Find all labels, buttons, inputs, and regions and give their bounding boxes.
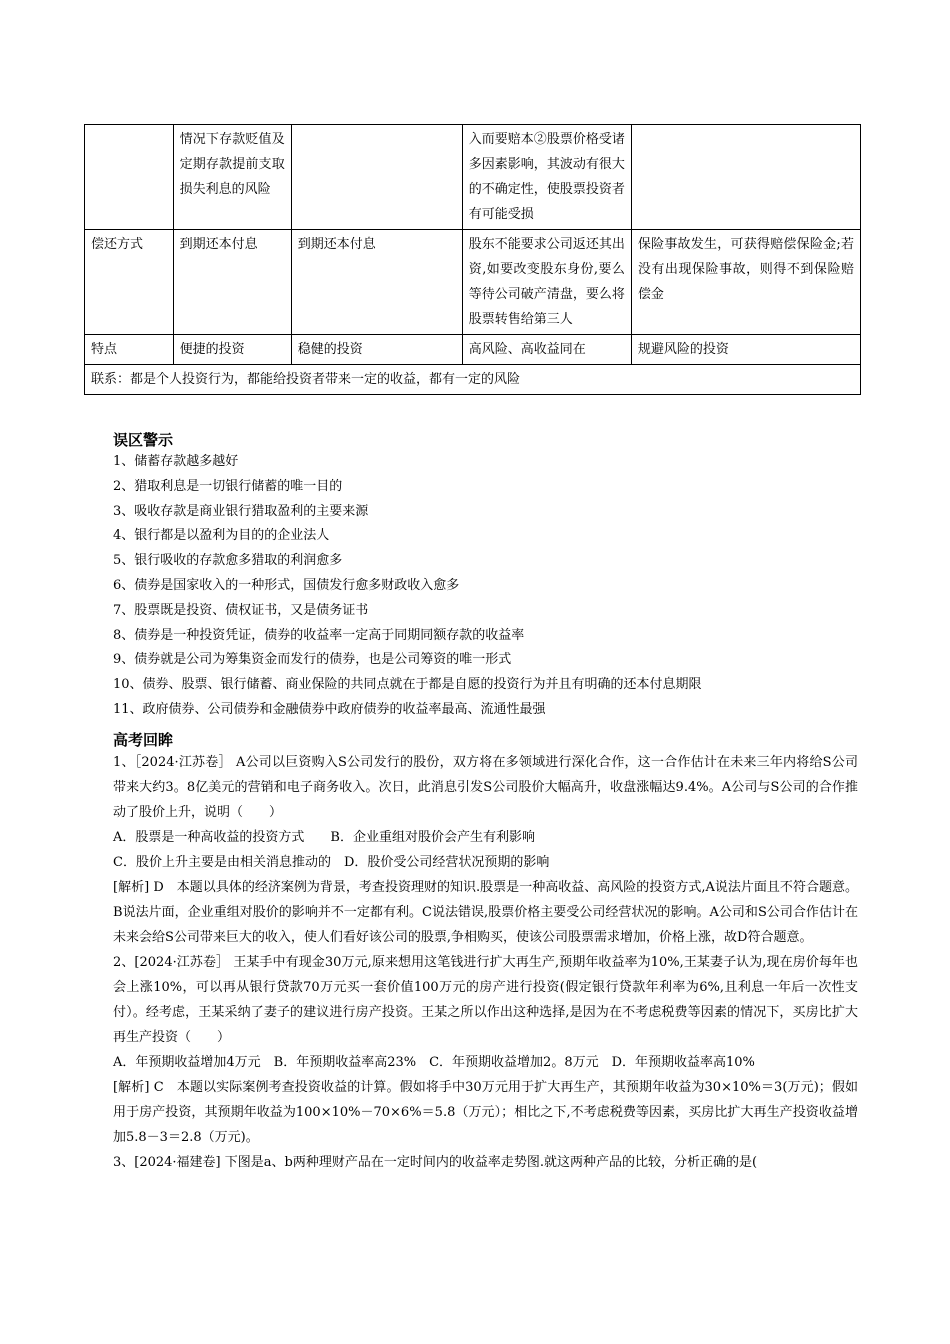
question-1-analysis: [解析] D 本题以具体的经济案例为背景，考查投资理财的知识.股票是一种高收益、高风险的投资方式,A说法片面且不符合题意。B说法片面，企业重组对股价的影响并不一定都有利。C说法错误,股票价格主要受公司经营状况的影响。A公司和S公司合作估计在未来会给S公司带来巨大的收入，使人们看好该公司的股票,争相购买，使该公司股票需求增加，价格上涨，故D符合题意。	[113, 880, 858, 945]
row-header-repayment: 偿还方式	[85, 230, 174, 335]
table-cell: 保险事故发生，可获得赔偿保险金;若没有出现保险事故，则得不到保险赔偿金	[631, 230, 860, 335]
table-cell: 到期还本付息	[291, 230, 462, 335]
table-cell: 情况下存款贬值及定期存款提前支取损失利息的风险	[173, 125, 291, 230]
list-item: 7、股票既是投资、债权证书，又是债务证书	[113, 602, 369, 618]
table-cell: 规避风险的投资	[631, 335, 860, 365]
table-row	[85, 125, 861, 230]
list-item: 5、银行吸收的存款愈多猎取的利润愈多	[113, 553, 343, 569]
warning-list	[113, 450, 858, 723]
question-1-options-cd: C．股价上升主要是由相关消息推动的 D．股价受公司经营状况预期的影响	[113, 855, 550, 870]
table-cell: 入而要赔本②股票价格受诸多因素影响，其波动有很大的不确定性，使股票投资者有可能受损	[462, 125, 631, 230]
table-cell	[291, 125, 462, 230]
question-2-analysis: [解析] C 本题以实际案例考查投资收益的计算。假如将手中30万元用于扩大再生产，其预期年收益为30×10%＝3(万元)；假如用于房产投资，其预期年收益为100×10%－70×6%＝5.8（万元）；相比之下,不考虑税费等因素，买房比扩大再生产投资收益增加5.8－3＝2.8（万元)。	[113, 1080, 858, 1145]
table-cell: 高风险、高收益同在	[462, 335, 631, 365]
question-2-options: A．年预期收益增加4万元 B．年预期收益率高23% C．年预期收益增加2。8万元 D．年预期收益率高10%	[113, 1055, 755, 1070]
warning-section	[113, 430, 858, 723]
list-item: 8、债券是一种投资凭证，债券的收益率一定高于同期同额存款的收益率	[113, 627, 525, 643]
list-item: 3、吸收存款是商业银行猎取盈利的主要来源	[113, 503, 369, 519]
table-cell	[631, 125, 860, 230]
table-summary-row: 联系：都是个人投资行为，都能给投资者带来一定的收益，都有一定的风险	[85, 365, 861, 395]
question-1-options-ab: A．股票是一种高收益的投资方式 B．企业重组对股价会产生有利影响	[113, 830, 535, 845]
question-3-stem: 3、[2024·福建卷] 下图是a、b两种理财产品在一定时间内的收益率走势图.就这两种产品的比较，分析正确的是(	[113, 1155, 758, 1170]
table-cell: 稳健的投资	[291, 335, 462, 365]
row-header-features: 特点	[85, 335, 174, 365]
question-2-stem: 2、[2024·江苏卷］ 王某手中有现金30万元,原来想用这笔钱进行扩大再生产,预期年收益率为10%,王某妻子认为,现在房价每年也会上涨10%，可以再从银行贷款70万元买一套价值100万元的房产进行投资(假定银行贷款年利率为6%,且利息一年后一次性支付）。经考虑，王某采纳了妻子的建议进行房产投资。王某之所以作出这种选择,是因为在不考虑税费等因素的情况下，买房比扩大再生产投资（ ）	[113, 955, 858, 1045]
list-item: 4、银行都是以盈利为目的的企业法人	[113, 528, 330, 544]
exam-questions	[113, 750, 858, 1175]
table-cell	[85, 125, 174, 230]
list-item: 6、债券是国家收入的一种形式，国债发行愈多财政收入愈多	[113, 577, 460, 593]
table-cell: 股东不能要求公司返还其出资,如要改变股东身份,要么等待公司破产清盘，要么将股票转售给第三人	[462, 230, 631, 335]
exam-section	[113, 730, 858, 1175]
list-item: 9、债券就是公司为筹集资金而发行的债券，也是公司筹资的唯一形式	[113, 652, 512, 668]
section-title-exam: 高考回眸	[113, 731, 174, 749]
table-row	[85, 335, 861, 365]
table-row	[85, 365, 861, 395]
list-item: 11、政府债券、公司债券和金融债券中政府债券的收益率最高、流通性最强	[113, 701, 546, 717]
table-cell: 便捷的投资	[173, 335, 291, 365]
question-1-stem: 1、［2024·江苏卷］ A公司以巨资购入S公司发行的股份，双方将在多领域进行深化合作，这一合作估计在未来三年内将给S公司带来大约3。8亿美元的营销和电子商务收入。次日，此消息引发S公司股价大幅高升，收盘涨幅达9.4%。A公司与S公司的合作推动了股价上升，说明（ ）	[113, 755, 858, 820]
comparison-table	[84, 124, 861, 395]
section-title-warnings: 误区警示	[113, 431, 174, 449]
table-cell: 到期还本付息	[173, 230, 291, 335]
table-row	[85, 230, 861, 335]
list-item: 2、猎取利息是一切银行储蓄的唯一目的	[113, 478, 343, 494]
list-item: 1、储蓄存款越多越好	[113, 454, 239, 469]
list-item: 10、债券、股票、银行储蓄、商业保险的共同点就在于都是自愿的投资行为并且有明确的还本付息期限	[113, 677, 702, 693]
